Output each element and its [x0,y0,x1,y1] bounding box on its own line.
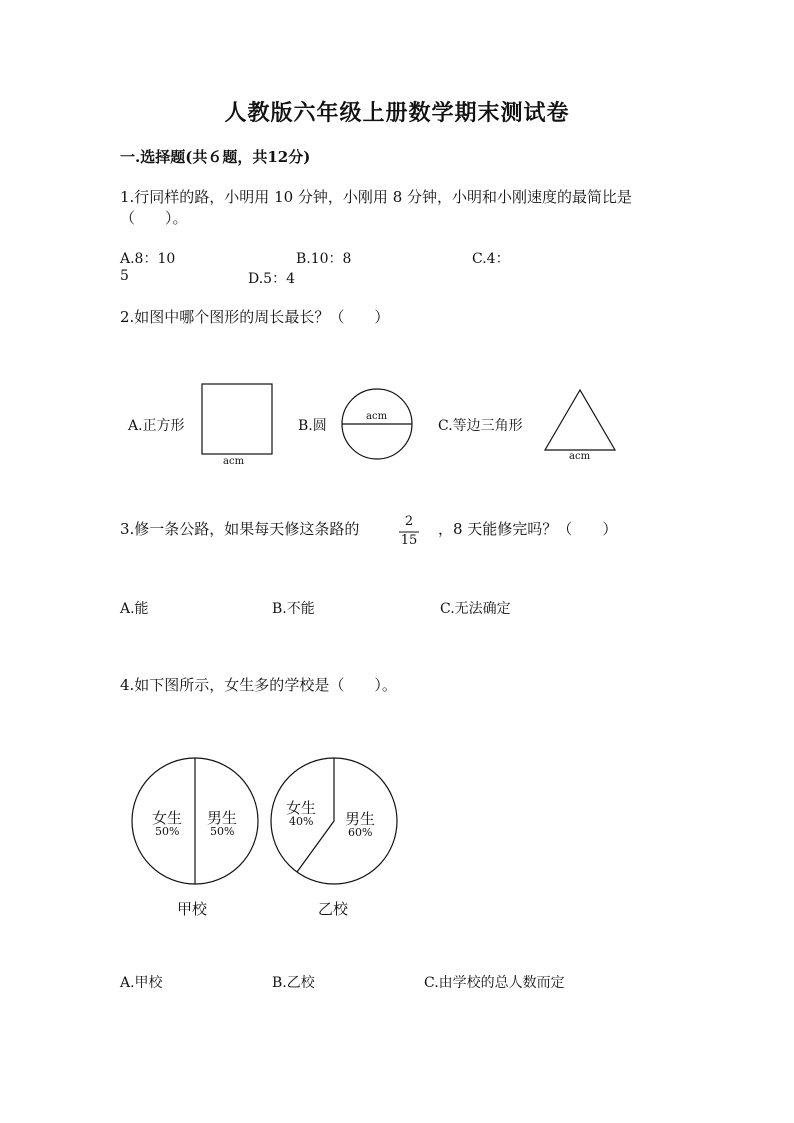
square-shape [202,384,272,454]
page-title: 人教版六年级上册数学期末测试卷 [224,100,570,126]
square-side-label: acm [223,456,245,467]
q1-option-b: B.10：8 [296,251,352,267]
question-4-text: 4.如下图所示，女生多的学校是（ ）。 [120,676,397,694]
question-3-text-after: ，8 天能修完吗？（ ） [438,520,618,538]
school1-name: 甲校 [177,900,208,918]
q3-option-b: B.不能 [272,601,315,617]
school2-girls-pct: 40% [289,815,314,828]
school1-boys-pct: 50% [210,825,235,838]
q4-option-a: A.甲校 [120,975,163,991]
q2-option-c: C.等边三角形 [438,418,523,434]
q4-option-c: C.由学校的总人数而定 [424,975,565,991]
q1-option-c: C.4： [472,251,510,267]
triangle-side-label: acm [569,451,591,462]
q1-option-d: D.5：4 [248,271,295,287]
q3-option-a: A.能 [120,601,149,617]
school2-girls-label: 女生 [286,799,317,817]
question-3-text: 3.修一条公路，如果每天修这条路的 [120,520,360,538]
q2-option-a: A.正方形 [128,418,185,434]
fraction-numerator: 2 [404,514,414,529]
school1-boys-label: 男生 [207,809,238,827]
school2-name: 乙校 [318,900,349,918]
section-heading: 一.选择题(共６题，共12分) [120,148,311,166]
question-2-text: 2.如图中哪个图形的周长最长？（ ） [120,308,390,326]
q3-option-c: C.无法确定 [440,601,511,617]
question-1-text: 1.行同样的路，小明用 10 分钟，小刚用 8 分钟，小明和小刚速度的最简比是 [120,188,633,206]
q2-option-b: B.圆 [298,418,327,434]
circle-diameter-label: acm [366,411,388,422]
q4-option-b: B.乙校 [272,975,315,991]
q1-option-c-cont: 5 [120,268,129,284]
school2-boys-label: 男生 [345,810,376,828]
q1-option-a: A.8：10 [120,251,176,267]
school1-pie [132,758,258,884]
circle-shape [342,389,412,459]
question-1-blank: （ ）。 [120,209,188,227]
school1-girls-label: 女生 [152,809,183,827]
fraction-denominator: 15 [400,533,418,548]
triangle-shape [545,390,615,450]
school1-girls-pct: 50% [155,825,180,838]
school2-boys-pct: 60% [348,826,373,839]
